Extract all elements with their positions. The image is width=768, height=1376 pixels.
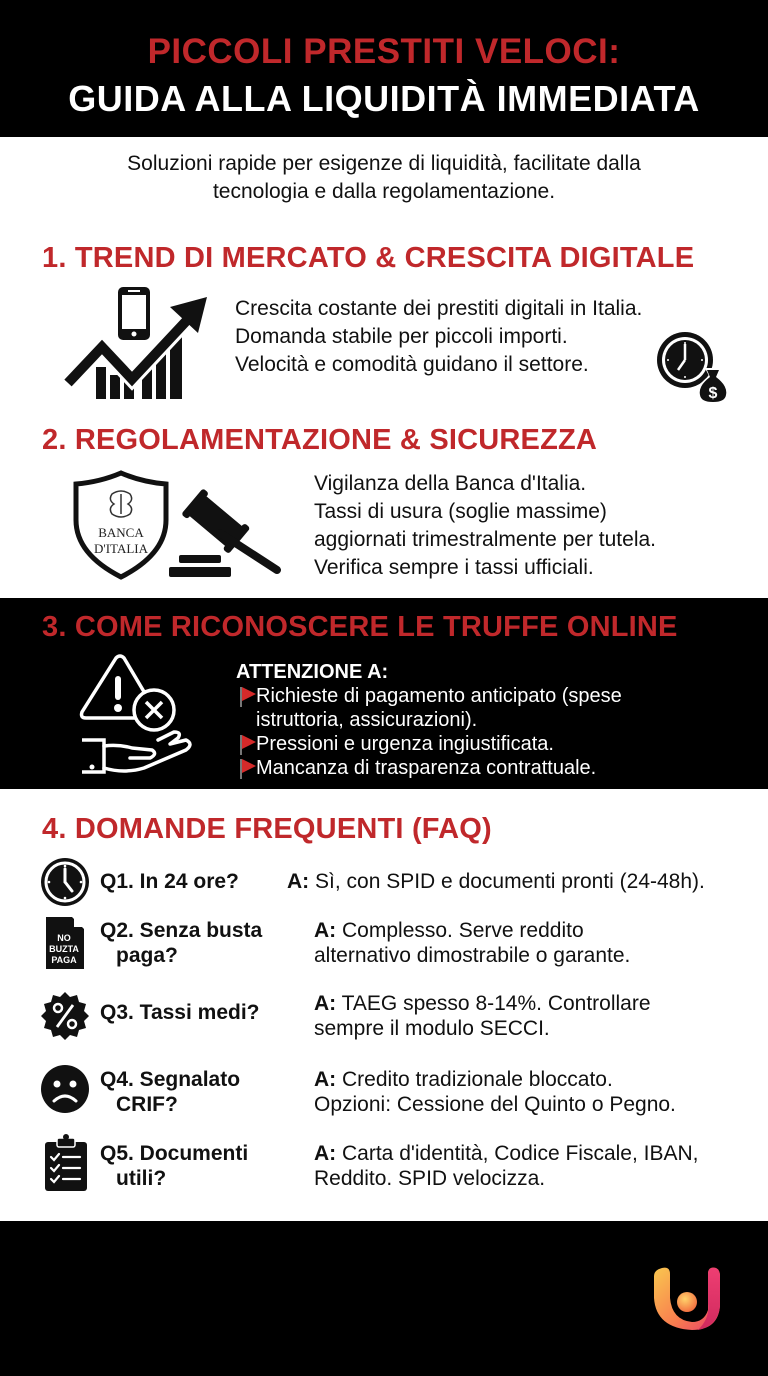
- warning-item: Pressioni e urgenza ingiustificata.: [236, 732, 622, 756]
- scam-warning-list: [236, 661, 622, 780]
- warning-item: Richieste di pagamento anticipato (spese istruttoria, assicurazioni).: [236, 684, 622, 732]
- page-title-line1: PICCOLI PRESTITI VELOCI:: [147, 32, 621, 71]
- page-title-line2: GUIDA ALLA LIQUIDITÀ IMMEDIATA: [68, 78, 700, 119]
- section-3-title: 3. COME RICONOSCERE LE TRUFFE ONLINE: [42, 611, 678, 643]
- percent-badge-icon: [40, 991, 90, 1041]
- banca-italia-shield-icon: [72, 470, 170, 580]
- faq-5-question: Q5. Documenti utili?: [100, 1142, 249, 1190]
- clock-icon: [40, 857, 90, 907]
- smartphone-growth-chart-icon: [62, 285, 210, 400]
- svg-text:D'ITALIA: D'ITALIA: [93, 541, 149, 556]
- section-1-text: Crescita costante dei prestiti digitali in Italia. Domanda stabile per piccoli importi. Velocità e comodità guidano il settore.: [235, 297, 643, 376]
- clipboard-checklist-icon: [44, 1134, 88, 1192]
- no-payslip-document-icon: [44, 915, 86, 971]
- faq-5-answer: A: Carta d'identità, Codice Fiscale, IBAN, Reddito. SPID velocizza.: [314, 1142, 699, 1190]
- brand-logo-icon: [652, 1264, 724, 1334]
- subtitle: Soluzioni rapide per esigenze di liquidità, facilitate dalla tecnologia e dalla regolamentazione.: [127, 152, 641, 203]
- attention-label: ATTENZIONE A:: [236, 661, 389, 683]
- red-flag-icon: [236, 756, 256, 780]
- warning-item: Mancanza di trasparenza contrattuale.: [236, 756, 622, 780]
- svg-text:BANCA: BANCA: [98, 525, 144, 540]
- faq-2-question: Q2. Senza busta paga?: [100, 919, 263, 967]
- section-2-title: 2. REGOLAMENTAZIONE & SICUREZZA: [42, 424, 598, 456]
- svg-text:$: $: [708, 385, 718, 402]
- gavel-icon: [165, 488, 283, 580]
- svg-text:NO: NO: [57, 933, 71, 943]
- warning-hand-icon: [78, 652, 198, 777]
- faq-1-answer: A: Sì, con SPID e documenti pronti (24-48h).: [287, 870, 705, 893]
- faq-2-answer: A: Complesso. Serve reddito alternativo dimostrabile o garante.: [314, 919, 631, 967]
- section-4-title: 4. DOMANDE FREQUENTI (FAQ): [42, 813, 492, 845]
- red-flag-icon: [236, 732, 256, 756]
- faq-3-question: Q3. Tassi medi?: [100, 1001, 260, 1024]
- clock-money-bag-icon: [655, 330, 733, 405]
- section-1-title: 1. TREND DI MERCATO & CRESCITA DIGITALE: [42, 242, 695, 274]
- faq-1-question: Q1. In 24 ore?: [100, 870, 239, 893]
- faq-4-answer: A: Credito tradizionale bloccato. Opzioni: Cessione del Quinto o Pegno.: [314, 1068, 676, 1116]
- sad-face-icon: [40, 1064, 90, 1114]
- faq-4-question: Q4. Segnalato CRIF?: [100, 1068, 241, 1116]
- section-2-text: Vigilanza della Banca d'Italia. Tassi di usura (soglie massime) aggiornati trimestralmente per tutela. Verifica sempre i tassi ufficiali.: [314, 472, 656, 579]
- faq-3-answer: A: TAEG spesso 8-14%. Controllare sempre il modulo SECCI.: [314, 992, 651, 1040]
- svg-text:BUZTA: BUZTA: [49, 944, 79, 954]
- svg-text:PAGA: PAGA: [51, 955, 77, 965]
- red-flag-icon: [236, 684, 256, 732]
